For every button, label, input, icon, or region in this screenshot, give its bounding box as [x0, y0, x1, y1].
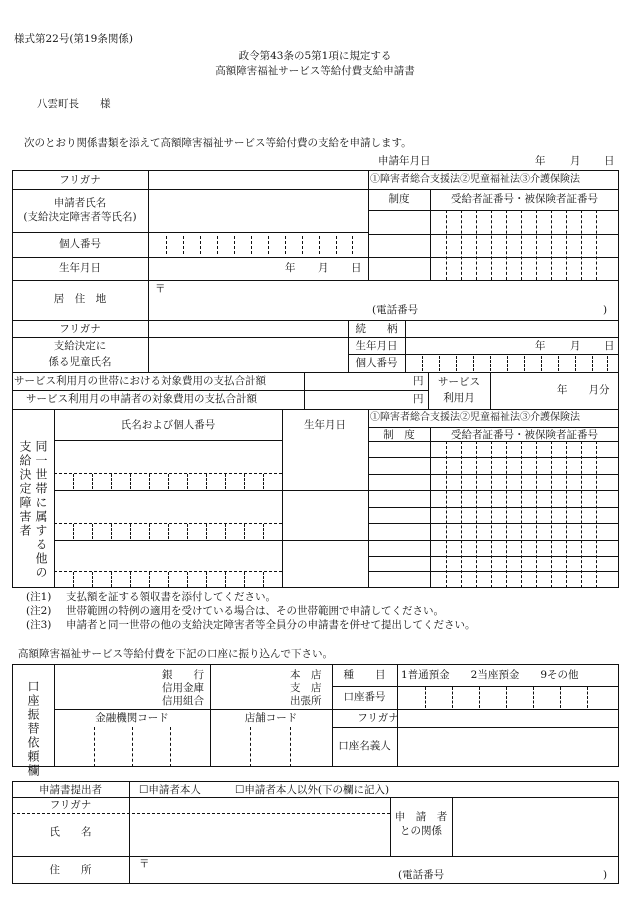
application-date-month: 月: [570, 155, 581, 167]
child-relation-label: 続 柄: [355, 323, 398, 335]
applicant-total-yen: 円: [413, 393, 424, 405]
submitter-label: 申請書提出者: [39, 784, 102, 796]
child-birth-day: 日: [604, 340, 615, 352]
law-header-household: ①障害者総合支援法②児童福祉法③介護保険法: [370, 412, 580, 423]
application-date-day: 日: [604, 155, 615, 167]
system-label-top: 制度: [388, 193, 410, 205]
applicant-phone-label: (電話番号: [372, 304, 419, 316]
submitter-relation-label-2: との関係: [400, 825, 442, 837]
institution-code-label: 金融機関コード: [95, 712, 169, 724]
note-1-text: 支払額を証する領収書を添付してください。: [66, 591, 276, 603]
household-birthdate-header: 生年月日: [304, 419, 346, 431]
note-3-text: 申請者と同一世帯の他の支給決定障害者等全員分の申請書を併せて提出してください。: [66, 619, 476, 631]
branch-type-2: 支 店: [290, 682, 322, 694]
note-2-number: (注2): [26, 605, 52, 617]
household-name-number-header: 氏名および個人番号: [120, 419, 216, 431]
bank-type-1: 銀 行: [162, 669, 204, 681]
child-personal-number-label: 個人番号: [355, 357, 398, 369]
child-birthdate-label: 生年月日: [355, 340, 398, 352]
household-side-label-a: 支給決定障害者: [18, 440, 32, 538]
application-date-year: 年: [535, 155, 546, 167]
bank-furigana-label: フリガナ: [357, 712, 399, 724]
applicant-name-sublabel: (支給決定障害者等氏名): [23, 211, 137, 223]
application-date-label: 申請年月日: [378, 155, 431, 167]
household-total-yen: 円: [413, 375, 424, 387]
addressee: 八雲町長 様: [37, 98, 111, 110]
service-year-month: 年 月分: [557, 384, 610, 396]
form-title-line2: 高額障害福祉サービス等給付費支給申請書: [215, 65, 415, 77]
child-birth-month: 月: [570, 340, 581, 352]
note-1-number: (注1): [26, 591, 52, 603]
bank-intro: 高額障害福祉サービス等給付費を下記の口座に振り込んで下さい。: [18, 648, 333, 660]
account-number-label: 口座番号: [343, 691, 386, 703]
applicant-personal-number-label: 個人番号: [59, 238, 101, 250]
applicant-birth-year: 年: [285, 262, 296, 274]
household-total-label: サービス利用月の世帯における対象費用の支払合計額: [14, 375, 266, 387]
child-furigana-label: フリガナ: [59, 323, 101, 335]
submitter-address-label: 住 所: [49, 864, 92, 876]
law-header-top: ①障害者総合支援法②児童福祉法③介護保険法: [370, 174, 580, 185]
child-birth-year: 年: [535, 340, 546, 352]
submitter-phone-label: (電話番号: [398, 869, 445, 881]
submitter-relation-label-1: 申 請 者: [394, 811, 448, 823]
account-kind-label: 種 目: [343, 669, 386, 681]
submitter-furigana-label: フリガナ: [49, 799, 92, 811]
applicant-phone-close: ): [603, 304, 608, 316]
form-title-line1: 政令第43条の5第1項に規定する: [238, 50, 392, 62]
branch-type-1: 本 店: [290, 669, 322, 681]
branch-code-label: 店舗コード: [244, 712, 298, 724]
form-number: 様式第22号(第19条関係): [14, 33, 133, 45]
system-label-household: 制 度: [383, 429, 415, 441]
applicant-birth-month: 月: [318, 262, 329, 274]
applicant-postal-mark: 〒: [155, 283, 166, 295]
submitter-option-self[interactable]: ☐申請者本人: [139, 784, 201, 796]
cert-label-top: 受給者証番号・被保険者証番号: [451, 193, 598, 205]
bank-side-label: 口座振替依頼欄: [26, 680, 40, 778]
submitter-phone-close: ): [603, 869, 608, 881]
note-3-number: (注3): [26, 619, 52, 631]
submitter-option-other[interactable]: ☐申請者本人以外(下の欄に記入): [235, 784, 390, 796]
bank-type-2: 信用金庫: [162, 682, 204, 694]
applicant-total-label: サービス利用月の申請者の対象費用の支払合計額: [26, 393, 257, 405]
child-name-sublabel: 係る児童氏名: [48, 356, 112, 368]
applicant-furigana-label: フリガナ: [59, 174, 101, 186]
service-month-label-1: サービス: [438, 376, 480, 388]
submitter-name-label: 氏 名: [49, 826, 92, 838]
applicant-birth-day: 日: [351, 262, 362, 274]
account-holder-label: 口座名義人: [338, 740, 391, 752]
cert-label-household: 受給者証番号・被保険者証番号: [451, 429, 598, 441]
branch-type-3: 出張所: [290, 695, 322, 707]
service-month-label-2: 利用月: [443, 392, 475, 404]
applicant-birthdate-label: 生年月日: [59, 262, 101, 274]
applicant-name-label: 申請者氏名: [53, 197, 107, 209]
intro-text: 次のとおり関係書類を添えて高額障害福祉サービス等給付費の支給を申請します。: [24, 137, 412, 149]
account-kinds: 1普通預金 2当座預金 9その他: [401, 669, 579, 681]
bank-type-3: 信用組合: [162, 695, 204, 707]
household-side-label-b: 同一世帯に属する他の: [34, 440, 48, 580]
child-name-label: 支給決定に: [53, 340, 107, 352]
applicant-address-label: 居 住 地: [53, 293, 107, 305]
submitter-postal-mark: 〒: [139, 858, 150, 870]
note-2-text: 世帯範囲の特例の適用を受けている場合は、その世帯範囲で申請してください。: [66, 605, 444, 617]
